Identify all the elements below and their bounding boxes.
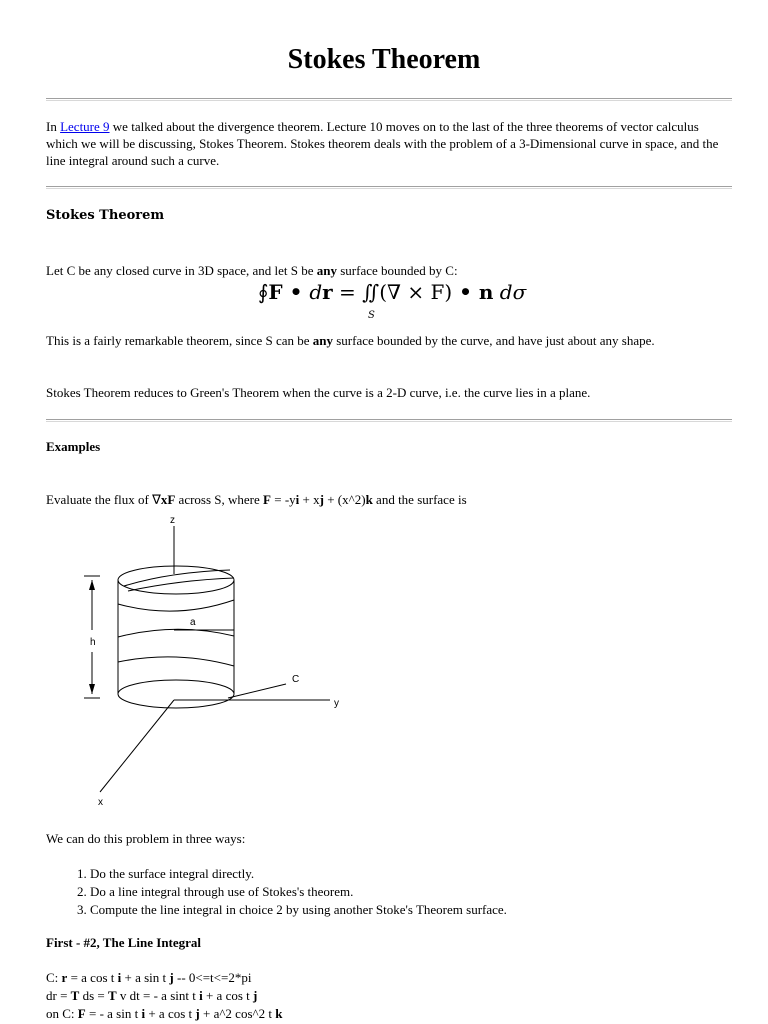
unit-j: j — [253, 988, 258, 1003]
divider — [46, 186, 732, 188]
eq-text: dr = — [46, 988, 71, 1003]
unit-i: i — [199, 988, 203, 1003]
arrow-up-icon — [89, 580, 95, 590]
problem-text: + (x^2) — [323, 492, 366, 507]
vector-T: T — [70, 988, 80, 1003]
eq-text: + a sin t — [121, 970, 170, 985]
eq-text: on C: — [46, 1006, 78, 1021]
problem-text: across S, where — [175, 492, 264, 507]
ways-list — [60, 865, 507, 919]
eq-text: v dt = - a sint t — [116, 988, 200, 1003]
formula-curl: (∇ × F) — [379, 280, 453, 304]
eq-text: ds = — [79, 988, 108, 1003]
lecture-9-link[interactable]: Lecture 9 — [60, 119, 110, 134]
formula-dot: • — [282, 280, 310, 304]
height-label: h — [90, 637, 96, 648]
z-axis-label: z — [170, 515, 175, 526]
unit-k: k — [275, 1006, 283, 1021]
definition-text: surface bounded by C: — [336, 263, 458, 278]
list-item: 3. Compute the line integral in choice 2 by using another Stoke's Theorem surface. — [90, 901, 507, 919]
formula-r: r — [322, 280, 333, 304]
equation-line-3 — [46, 1005, 282, 1022]
section-heading-stokes: Stokes Theorem — [46, 208, 165, 223]
problem-text: + x — [299, 492, 320, 507]
curve-pointer — [228, 684, 286, 698]
equation-line-1 — [46, 969, 251, 986]
arrow-down-icon — [89, 684, 95, 694]
eq-text: C: — [46, 970, 62, 985]
emphasis-any: any — [312, 333, 333, 348]
formula-subscript-S: S — [368, 310, 375, 321]
top-hatch — [124, 570, 230, 586]
definition-text: Let C be any closed curve in 3D space, and let S be — [46, 263, 317, 278]
page-title: Stokes Theorem — [287, 44, 481, 75]
section-heading-line-integral: First - #2, The Line Integral — [46, 935, 202, 950]
nabla-symbol: ∇ — [152, 493, 161, 508]
curve-label: C — [292, 674, 300, 685]
divider — [46, 98, 732, 100]
eq-text: = - a sin t — [85, 1006, 142, 1021]
unit-j: j — [319, 492, 324, 507]
formula-F: F — [268, 280, 283, 304]
top-hatch — [128, 578, 234, 591]
surface-curve — [118, 657, 234, 666]
remark-text: surface bounded by the curve, and have just about any shape. — [333, 333, 655, 348]
remark-text: This is a fairly remarkable theorem, since S can be — [46, 333, 313, 348]
problem-xF: xF — [160, 492, 176, 507]
stokes-formula — [258, 280, 527, 321]
cylinder-bottom — [118, 680, 234, 708]
problem-F: F — [263, 492, 271, 507]
eq-text: + a cos t — [145, 1006, 196, 1021]
vector-r: r — [61, 970, 68, 985]
x-axis-label: x — [98, 797, 103, 808]
y-axis-label: y — [334, 698, 339, 709]
problem-text: and the surface is — [372, 492, 467, 507]
eq-text: + a^2 cos^2 t — [199, 1006, 276, 1021]
x-axis — [100, 700, 174, 792]
intro-paragraph — [46, 118, 726, 169]
formula-equals: = — [332, 280, 363, 304]
unit-j: j — [195, 1006, 200, 1021]
divider — [46, 419, 732, 421]
formula-d: d — [309, 280, 323, 304]
remark-paragraph — [46, 332, 726, 349]
equation-line-2 — [46, 987, 257, 1004]
emphasis-any: any — [316, 263, 337, 278]
unit-j: j — [169, 970, 174, 985]
radius-label: a — [190, 617, 196, 628]
unit-k: k — [365, 492, 373, 507]
eq-text: = a cos t — [67, 970, 118, 985]
ways-intro: We can do this problem in three ways: — [46, 831, 246, 846]
double-integral-symbol: ∬ — [362, 280, 380, 304]
cylinder-diagram — [80, 512, 360, 812]
vector-T: T — [107, 988, 117, 1003]
formula-dsigma: dσ — [499, 280, 527, 304]
intro-text: In — [46, 119, 61, 134]
problem-text: = -y — [270, 492, 296, 507]
section-heading-examples: Examples — [46, 439, 101, 454]
problem-text: Evaluate the flux of — [46, 492, 153, 507]
problem-statement — [46, 491, 726, 509]
list-item: 1. Do the surface integral directly. — [90, 865, 507, 883]
unit-i: i — [117, 970, 122, 985]
eq-text: -- 0<=t<=2*pi — [173, 970, 252, 985]
unit-i: i — [295, 492, 300, 507]
list-item: 2. Do a line integral through use of Stokes's theorem. — [90, 883, 507, 901]
unit-i: i — [141, 1006, 146, 1021]
eq-text: + a cos t — [202, 988, 254, 1003]
formula-dot: • — [452, 280, 479, 304]
surface-curve — [118, 600, 234, 611]
formula-n: n — [478, 280, 494, 304]
contour-integral-symbol: ∮ — [258, 280, 269, 304]
vector-F: F — [77, 1006, 86, 1021]
definition-paragraph — [46, 262, 726, 279]
greens-paragraph: Stokes Theorem reduces to Green's Theorem when the curve is a 2-D curve, i.e. the curve lies in a plane. — [46, 385, 591, 400]
intro-text: we talked about the divergence theorem. Lecture 10 moves on to the last of the three theorems of vector calculus which we will be discussing, Stokes Theorem. Stokes theorem deals with the problem of a 3-Dimensional curve in space, and the line integral around such a curve. — [46, 119, 719, 168]
